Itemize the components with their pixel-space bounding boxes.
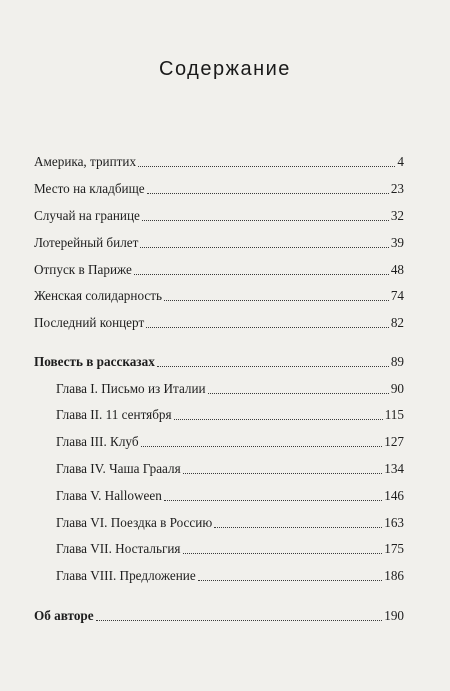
toc-chapter xyxy=(56,430,404,450)
toc-chapter xyxy=(56,484,404,504)
toc-entry xyxy=(34,204,404,224)
toc-section-title: Повесть в рассказах xyxy=(34,354,155,369)
toc-chapter-page: 175 xyxy=(384,541,404,556)
leader-dots xyxy=(208,393,389,394)
toc-chapter-title: Глава VIII. Предложение xyxy=(56,568,196,583)
toc-entry-page: 39 xyxy=(390,235,404,250)
toc-entry-title: Отпуск в Париже xyxy=(34,262,132,277)
toc-chapter xyxy=(56,403,404,423)
toc-chapter xyxy=(56,377,404,397)
leader-dots xyxy=(134,274,389,275)
toc-chapter-page: 115 xyxy=(384,407,404,422)
toc-chapter-page: 127 xyxy=(384,434,404,449)
toc-entry-page: 32 xyxy=(390,208,404,223)
toc-chapter xyxy=(56,511,404,531)
toc-entry xyxy=(34,258,404,278)
toc-entry-title: Женская солидарность xyxy=(34,288,163,303)
toc-entry-page: 23 xyxy=(390,181,404,196)
toc-entry-title: Случай на границе xyxy=(34,208,140,223)
toc-chapter-title: Глава IV. Чаша Грааля xyxy=(56,461,181,476)
toc-entry-title: Лотерейный билет xyxy=(34,235,139,250)
toc-chapter xyxy=(56,564,404,584)
toc-chapter-title: Глава V. Halloween xyxy=(56,488,162,503)
leader-dots xyxy=(198,580,383,581)
toc-chapter-title: Глава VI. Поездка в Россию xyxy=(56,515,213,530)
toc-chapter-title: Глава I. Письмо из Италии xyxy=(56,381,206,396)
leader-dots xyxy=(146,327,389,328)
toc-section-heading xyxy=(34,350,404,370)
toc-chapter-page: 186 xyxy=(384,568,404,583)
toc-entry-page: 48 xyxy=(390,262,404,277)
toc-chapter-page: 163 xyxy=(384,515,404,530)
toc-entry-page: 82 xyxy=(390,315,404,330)
leader-dots xyxy=(96,620,383,621)
toc-about-page: 190 xyxy=(384,608,404,623)
leader-dots xyxy=(164,300,389,301)
toc-chapter-page: 134 xyxy=(384,461,404,476)
leader-dots xyxy=(214,527,382,528)
toc-entry-page: 74 xyxy=(390,288,404,303)
toc-entry-title: Америка, триптих xyxy=(34,154,137,169)
toc-chapter-title: Глава VII. Ностальгия xyxy=(56,541,181,556)
leader-dots xyxy=(157,366,389,367)
leader-dots xyxy=(138,166,395,167)
toc-entry xyxy=(34,231,404,251)
page-title: Содержание xyxy=(159,58,291,80)
toc-entry xyxy=(34,177,404,197)
toc-entry xyxy=(34,284,404,304)
toc-chapter xyxy=(56,537,404,557)
leader-dots xyxy=(140,247,388,248)
leader-dots xyxy=(164,500,382,501)
toc-chapter xyxy=(56,457,404,477)
toc-entry-page: 4 xyxy=(397,154,404,169)
toc-about-title: Об авторе xyxy=(34,608,94,623)
leader-dots xyxy=(174,419,383,420)
leader-dots xyxy=(183,473,383,474)
leader-dots xyxy=(142,220,389,221)
toc-entry xyxy=(34,311,404,331)
toc-section-page: 89 xyxy=(390,354,404,369)
toc-chapter-title: Глава II. 11 сентября xyxy=(56,407,172,422)
toc-entry xyxy=(34,150,404,170)
leader-dots xyxy=(183,553,383,554)
toc-chapter-page: 90 xyxy=(390,381,404,396)
toc-entry-title: Место на кладбище xyxy=(34,181,145,196)
toc-entry-title: Последний концерт xyxy=(34,315,145,330)
toc-chapter-title: Глава III. Клуб xyxy=(56,434,139,449)
toc-about-author xyxy=(34,604,404,624)
leader-dots xyxy=(147,193,389,194)
toc-chapter-page: 146 xyxy=(384,488,404,503)
leader-dots xyxy=(141,446,383,447)
